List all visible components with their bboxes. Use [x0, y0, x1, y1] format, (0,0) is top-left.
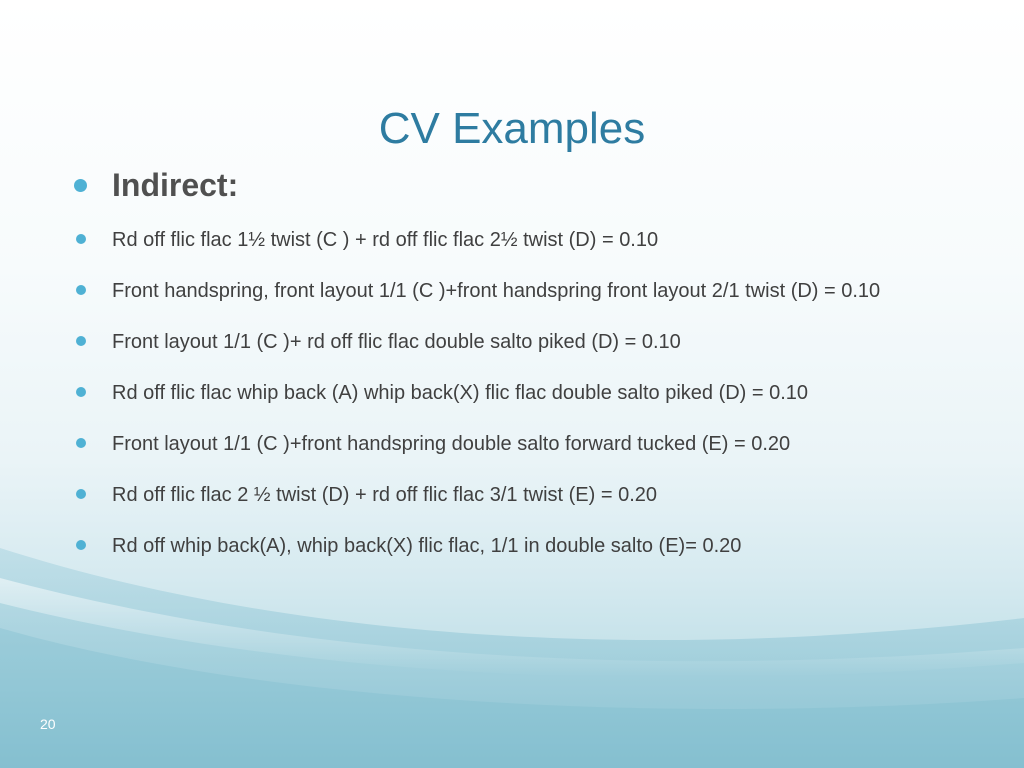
- slide-title: CV Examples: [378, 104, 646, 153]
- bullet-icon: [74, 179, 87, 192]
- bullet-icon: [76, 540, 86, 550]
- bullet-list: [72, 166, 952, 585]
- bullet-icon: [76, 489, 86, 499]
- list-item: [72, 432, 952, 456]
- bullet-icon: [76, 387, 86, 397]
- list-item: [72, 279, 952, 303]
- list-item: [72, 228, 952, 252]
- list-item: [72, 534, 952, 558]
- page-number: 20: [40, 716, 56, 732]
- list-item-text: Front layout 1/1 (C )+front handspring double salto forward tucked (E) = 0.20: [112, 433, 791, 455]
- bullet-icon: [76, 438, 86, 448]
- bullet-icon: [76, 285, 86, 295]
- bullet-heading: [72, 166, 952, 204]
- list-item-text: Rd off flic flac 1½ twist (C ) + rd off flic flac 2½ twist (D) = 0.10: [112, 229, 659, 251]
- bullet-icon: [76, 336, 86, 346]
- list-item-text: Rd off flic flac whip back (A) whip back(X) flic flac double salto piked (D) = 0.10: [112, 382, 809, 404]
- list-item-text: Front layout 1/1 (C )+ rd off flic flac double salto piked (D) = 0.10: [112, 331, 681, 353]
- list-item-text: Front handspring, front layout 1/1 (C )+front handspring front layout 2/1 twist (D) = 0.10: [112, 280, 881, 302]
- list-item: [72, 381, 952, 405]
- heading-text: Indirect:: [112, 167, 239, 203]
- list-item: [72, 483, 952, 507]
- list-item: [72, 330, 952, 354]
- list-item-text: Rd off flic flac 2 ½ twist (D) + rd off flic flac 3/1 twist (E) = 0.20: [112, 484, 658, 506]
- bullet-icon: [76, 234, 86, 244]
- list-item-text: Rd off whip back(A), whip back(X) flic flac, 1/1 in double salto (E)= 0.20: [112, 535, 742, 557]
